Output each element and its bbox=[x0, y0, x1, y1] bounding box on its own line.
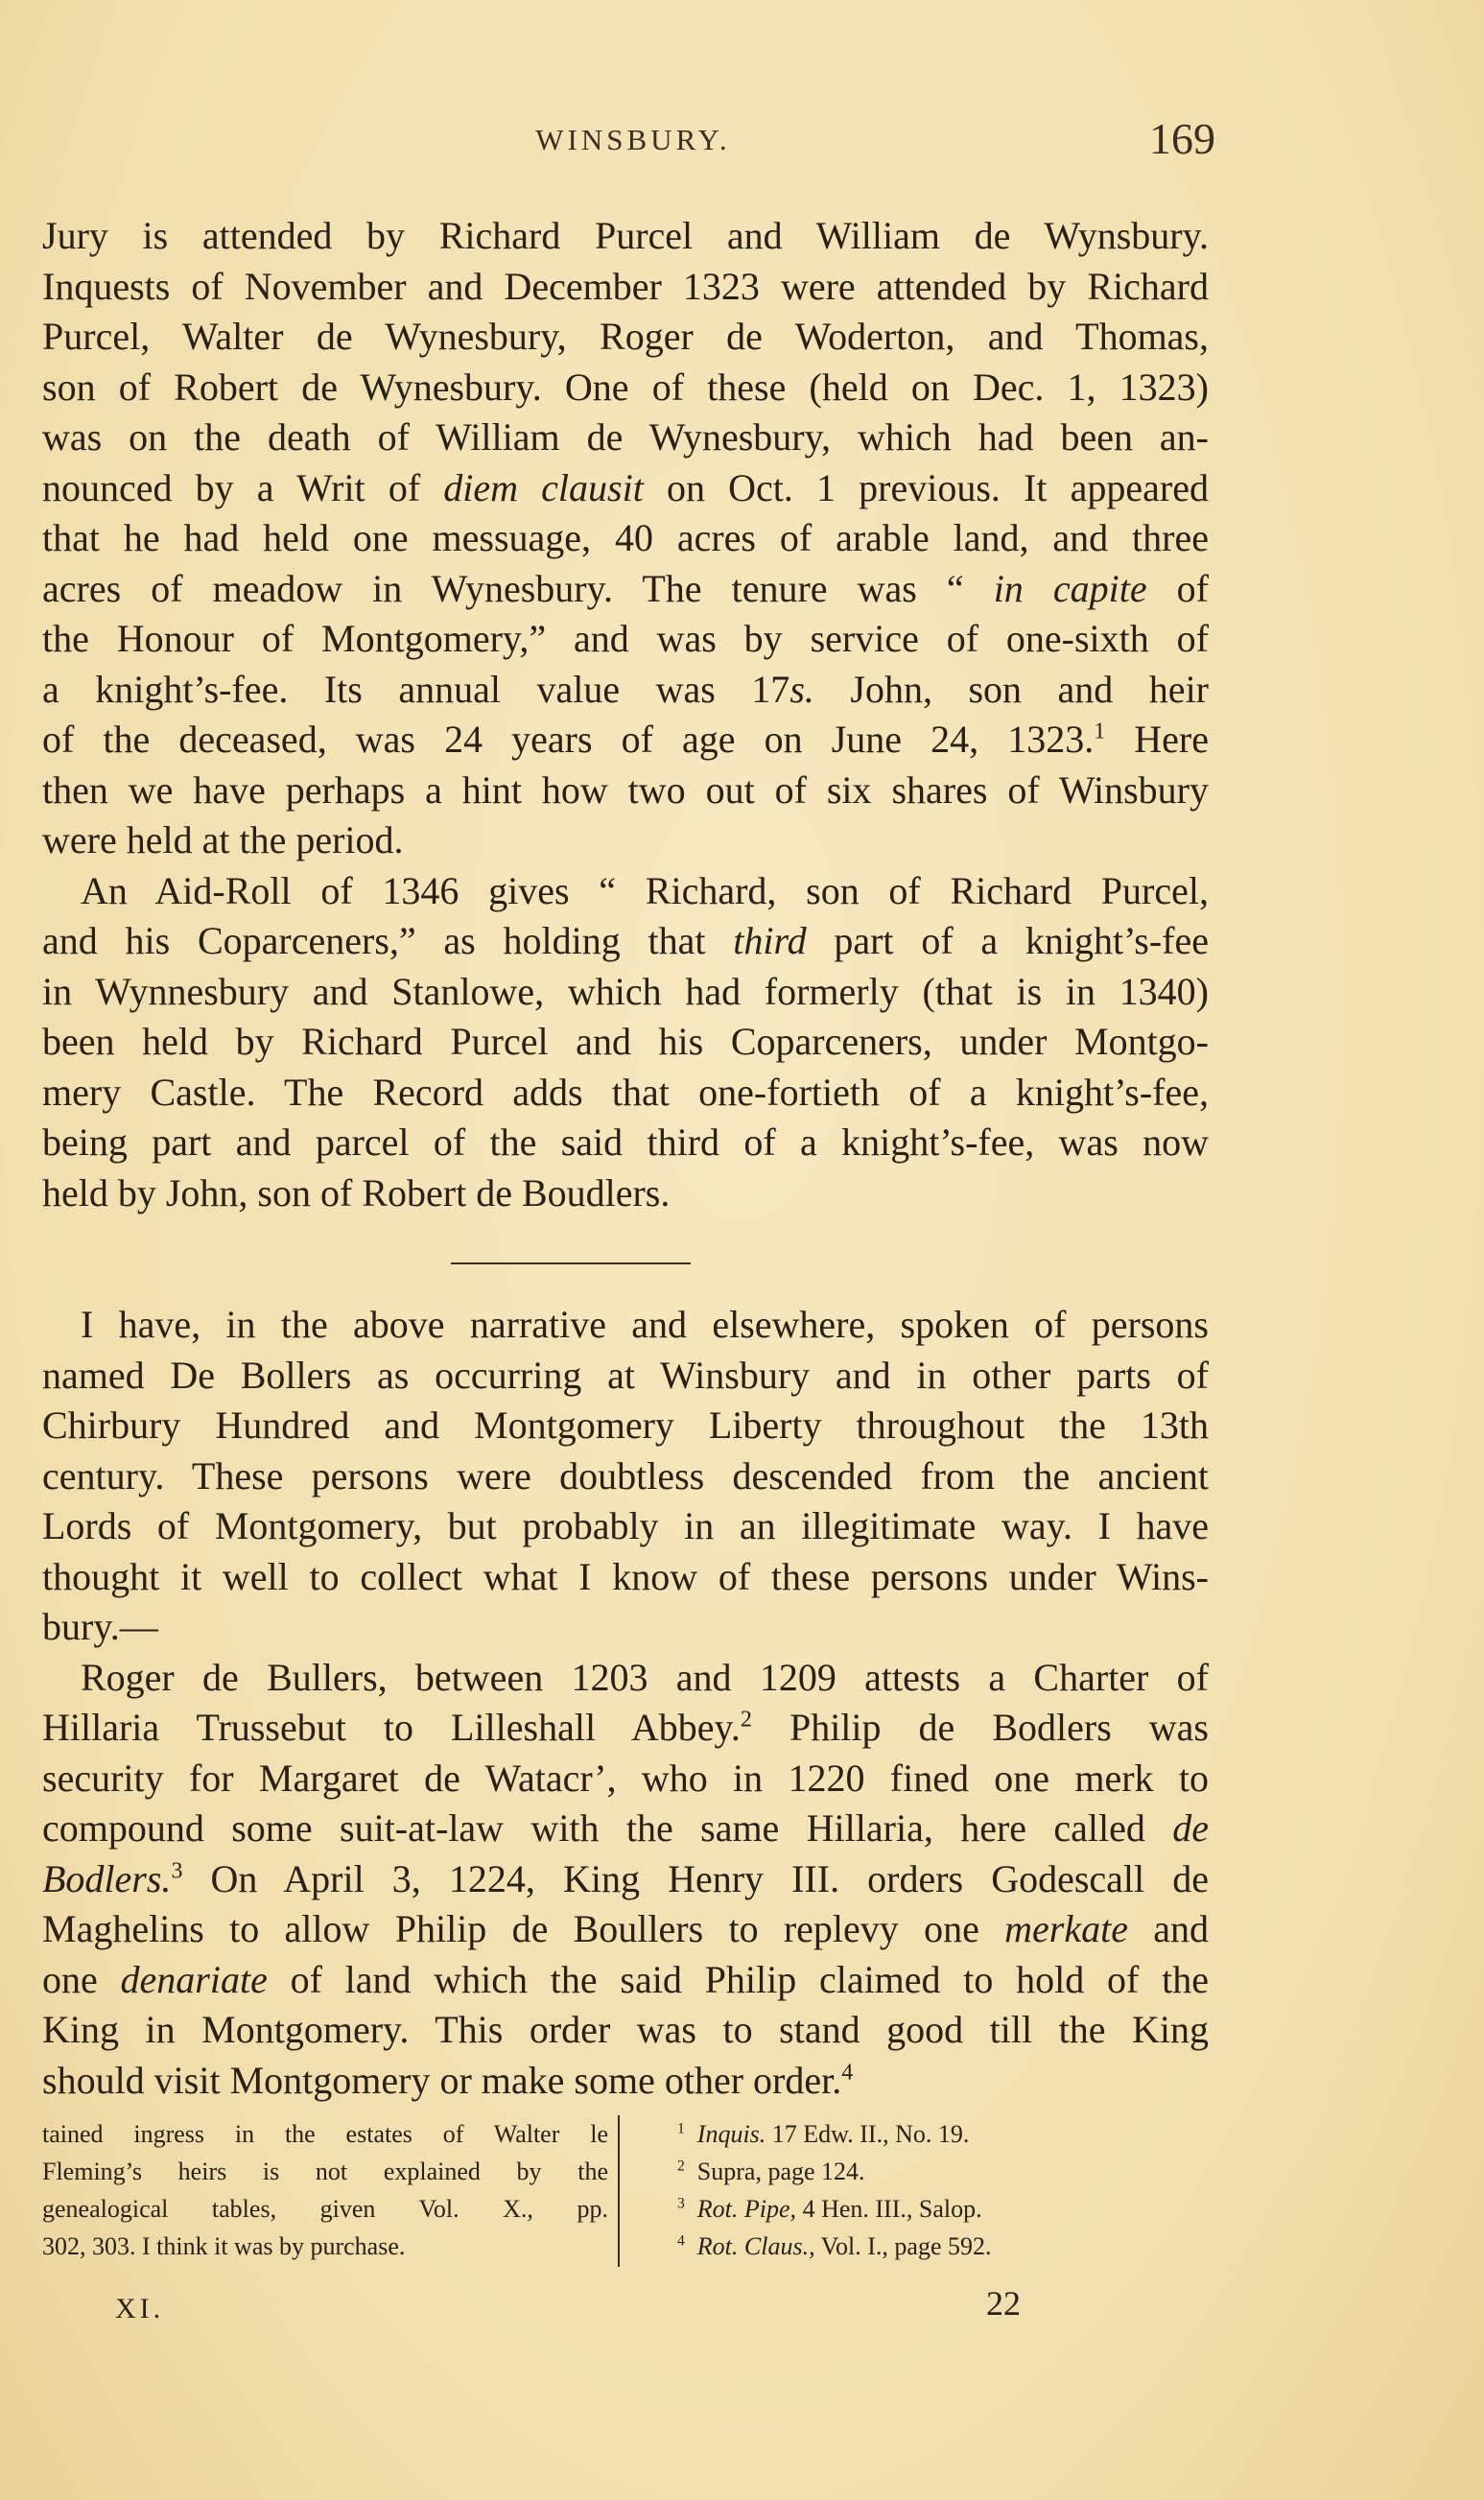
italic-term: diem clausit bbox=[443, 465, 644, 509]
text-line: were held at the period. bbox=[42, 818, 404, 861]
text-run: compound some suit-at-law with the same Hillaria, here called bbox=[42, 1806, 1173, 1850]
text-line: that he had held one messuage, 40 acres of arable land, and three bbox=[42, 516, 1209, 559]
text-line: I have, in the above narrative and elsewhere, spoken of persons bbox=[81, 1303, 1209, 1346]
footnote-text: Supra, page 124. bbox=[691, 2158, 865, 2185]
footnote-line: genealogical tables, given Vol. X., pp. bbox=[42, 2195, 608, 2223]
italic-term: Bodlers. bbox=[42, 1856, 172, 1900]
text-line: was on the death of William de Wynesbury, which had been an- bbox=[42, 415, 1209, 459]
text-line bbox=[42, 715, 1209, 766]
text-line bbox=[42, 1804, 1209, 1854]
footnote-ref: 1 bbox=[1094, 719, 1106, 744]
italic-term: de bbox=[1172, 1806, 1209, 1850]
text-line: mery Castle. The Record adds that one-fortieth of a knight’s-fee, bbox=[42, 1070, 1209, 1114]
footnote-ref: 2 bbox=[740, 1707, 752, 1733]
gathering-signature: 22 bbox=[986, 2284, 1021, 2323]
footnote-list bbox=[677, 2115, 1214, 2265]
text-run: a knight’s-fee. Its annual value was 17 bbox=[42, 667, 790, 711]
volume-signature: XI. bbox=[115, 2293, 165, 2324]
footnote-text: 17 Edw. II., No. 19. bbox=[766, 2120, 970, 2148]
text-line: named De Bollers as occurring at Winsbury and in other parts of bbox=[42, 1353, 1209, 1397]
text-line: Roger de Bullers, between 1203 and 1209 attests a Charter of bbox=[81, 1655, 1209, 1699]
section-divider bbox=[451, 1262, 691, 1264]
footnote-number: 1 bbox=[677, 2120, 685, 2137]
text-line: son of Robert de Wynesbury. One of these (held on Dec. 1, 1323) bbox=[42, 365, 1209, 409]
text-line bbox=[42, 916, 1209, 967]
text-line bbox=[42, 463, 1209, 514]
italic-term: Inquis. bbox=[696, 2120, 766, 2148]
text-run: of bbox=[1146, 566, 1209, 610]
footnote-3 bbox=[677, 2190, 1214, 2228]
text-line: thought it well to collect what I know of these persons under Wins- bbox=[42, 1554, 1209, 1598]
text-run: Maghelins to allow Philip de Boullers to replevy one bbox=[42, 1907, 1005, 1950]
text-line bbox=[42, 1955, 1209, 2006]
text-run: nounced by a Writ of bbox=[42, 465, 444, 509]
text-run: On April 3, 1224, King Henry III. orders Godescall de bbox=[182, 1856, 1209, 1900]
text-line: Inquests of November and December 1323 were attended by Richard bbox=[42, 264, 1209, 308]
text-line bbox=[42, 2056, 1209, 2107]
footnote-4 bbox=[677, 2228, 1214, 2265]
running-title: WINSBURY. bbox=[535, 123, 731, 156]
text-run: and bbox=[1127, 1907, 1209, 1950]
text-run: part of a knight’s-fee bbox=[806, 919, 1209, 962]
footnote-continued bbox=[42, 2115, 608, 2265]
footnote-1 bbox=[677, 2115, 1214, 2153]
footnote-line: 302, 303. I think it was by purchase. bbox=[42, 2232, 406, 2260]
italic-term: Rot. Claus., bbox=[696, 2232, 815, 2260]
italic-term: merkate bbox=[1004, 1907, 1128, 1950]
text-run: one bbox=[42, 1957, 121, 2001]
text-line: Chirbury Hundred and Montgomery Liberty throughout the 13th bbox=[42, 1403, 1209, 1447]
text-line bbox=[42, 665, 1209, 716]
text-run: Philip de Bodlers was bbox=[751, 1706, 1209, 1749]
footnote-number: 3 bbox=[677, 2195, 685, 2212]
text-run: John, son and heir bbox=[813, 667, 1209, 711]
footnote-line: Fleming’s heirs is not explained by the bbox=[42, 2158, 608, 2185]
footnote-number: 4 bbox=[677, 2232, 685, 2250]
italic-term: Rot. Pipe, bbox=[696, 2195, 797, 2223]
text-line: held by John, son of Robert de Boudlers. bbox=[42, 1170, 671, 1215]
text-line: Lords of Montgomery, but probably in an illegitimate way. I have bbox=[42, 1504, 1209, 1547]
text-line: been held by Richard Purcel and his Coparceners, under Montgo- bbox=[42, 1020, 1209, 1063]
footnote-text: 4 Hen. III., Salop. bbox=[796, 2195, 982, 2223]
text-line: in Wynnesbury and Stanlowe, which had formerly (that is in 1340) bbox=[42, 969, 1209, 1013]
text-line bbox=[42, 1854, 1209, 1905]
text-run: of land which the said Philip claimed to hold of the bbox=[267, 1957, 1209, 2001]
text-line: Purcel, Walter de Wynesbury, Roger de Woderton, and Thomas, bbox=[42, 315, 1209, 358]
footnote-text: Vol. I., page 592. bbox=[814, 2232, 992, 2260]
italic-term: third bbox=[733, 919, 807, 962]
text-run: of the deceased, was 24 years of age on June 24, 1323. bbox=[42, 718, 1095, 761]
page-number: 169 bbox=[1149, 114, 1215, 163]
text-line: King in Montgomery. This order was to stand good till the King bbox=[42, 2008, 1209, 2051]
paragraph-de-bollers bbox=[42, 1300, 1209, 2106]
text-line: Jury is attended by Richard Purcel and William de Wynsbury. bbox=[42, 214, 1209, 257]
text-line bbox=[42, 1703, 1209, 1754]
footnote-ref: 3 bbox=[171, 1858, 183, 1884]
text-run: on Oct. 1 previous. It appeared bbox=[643, 465, 1209, 509]
text-line: being part and parcel of the said third of a knight’s-fee, was now bbox=[42, 1120, 1209, 1164]
footnote-ref: 4 bbox=[841, 2060, 854, 2086]
text-line: then we have perhaps a hint how two out of six shares of Winsbury bbox=[42, 767, 1209, 812]
italic-term: s. bbox=[789, 667, 814, 711]
text-line: An Aid-Roll of 1346 gives “ Richard, son of Richard Purcel, bbox=[81, 868, 1209, 912]
text-run: Here bbox=[1105, 718, 1210, 761]
text-line: the Honour of Montgomery,” and was by service of one-sixth of bbox=[42, 617, 1209, 660]
text-run: should visit Montgomery or make some other order. bbox=[42, 2058, 842, 2102]
paragraph-inquests bbox=[42, 211, 1209, 1218]
footnote-2 bbox=[677, 2153, 1214, 2190]
footnote-number: 2 bbox=[677, 2158, 685, 2175]
footnote-column-rule bbox=[618, 2115, 620, 2267]
text-line: century. These persons were doubtless descended from the ancient bbox=[42, 1453, 1209, 1498]
footnote-line: tained ingress in the estates of Walter le bbox=[42, 2120, 608, 2148]
italic-term: denariate bbox=[120, 1957, 268, 2001]
text-run: Hillaria Trussebut to Lilleshall Abbey. bbox=[42, 1706, 741, 1749]
text-line bbox=[42, 564, 1209, 615]
text-line bbox=[42, 1904, 1209, 1955]
text-line: bury.— bbox=[42, 1605, 158, 1648]
italic-term: in capite bbox=[993, 566, 1147, 610]
text-run: acres of meadow in Wynesbury. The tenure was “ bbox=[42, 566, 994, 610]
text-run: and his Coparceners,” as holding that bbox=[42, 919, 734, 962]
text-line: security for Margaret de Watacr’, who in 1220 fined one merk to bbox=[42, 1756, 1209, 1800]
